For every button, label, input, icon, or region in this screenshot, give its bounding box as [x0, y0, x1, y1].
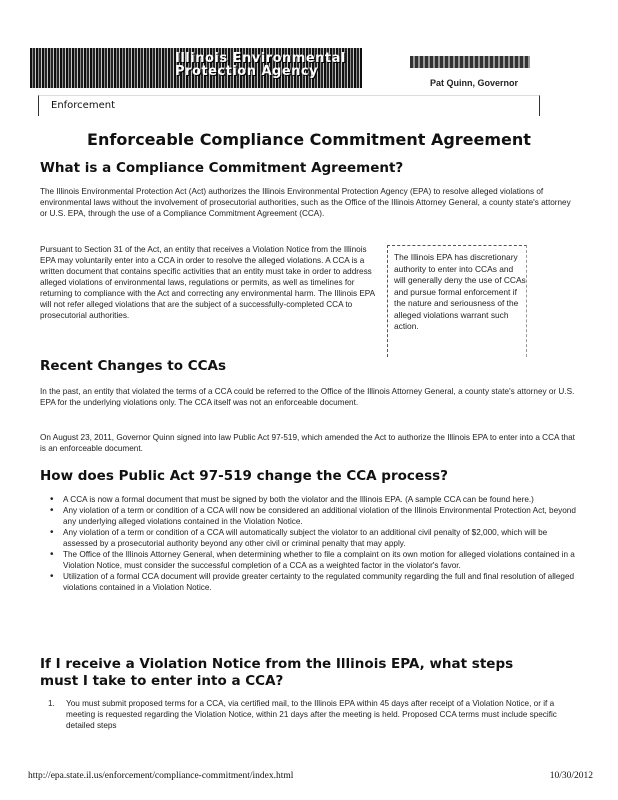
heading-violation-notice-steps: [40, 656, 513, 690]
public-act-paragraph: On August 23, 2011, Governor Quinn signed into law Public Act 97-519, which amended the Act to authorize the Illinois EPA to enter into a CCA that is an enforceable document.: [40, 433, 575, 453]
steps-list: [48, 698, 580, 731]
print-date: 10/30/2012: [549, 771, 593, 781]
heading-recent-changes: Recent Changes to CCAs: [40, 358, 226, 374]
agency-logo-text: Illinois Environmental Protection Agency: [175, 51, 346, 79]
heading-line-1: If I receive a Violation Notice from the Illinois EPA, what steps: [40, 656, 514, 672]
nav-section-enforcement[interactable]: Enforcement: [51, 100, 115, 111]
page-title: Enforceable Compliance Commitment Agreement: [87, 130, 531, 149]
section31-paragraph: Pursuant to Section 31 of the Act, an entity that receives a Violation Notice from the Illinois EPA may voluntarily enter into a CCA in order to resolve the alleged violations. A CCA is a written document that contains specific activities that an entity must take in order to address alleged violations of environmental laws, regulations or permits, as well as timelines for returning to compliance with the Act and correcting any environmental harm. The Illinois EPA will not refer alleged violations that are the subject of a successfully-completed CCA to prosecutorial authorities.: [40, 245, 375, 320]
governor-name: Pat Quinn, Governor: [430, 78, 519, 88]
discretion-callout: [387, 245, 527, 357]
discretion-callout-text: The Illinois EPA has discretionary authority to enter into CCAs and will generally deny the use of CCAs and pursue formal enforcement if the nature and seriousness of the alleged violations warrant such action.: [394, 252, 526, 331]
list-item: • Any violation of a term or condition of a CCA will automatically subject the violator to an additional civil penalty of $2,000, which will be assessed by a prosecutorial authority beyond any other civil or criminal penalty that may apply.: [50, 527, 580, 549]
list-item: • Utilization of a formal CCA document will provide greater certainty to the regulated community regarding the full and final resolution of alleged violations contained in a Violation Notice.: [50, 571, 580, 593]
state-seal-banner: [410, 56, 530, 68]
past-cca-paragraph: In the past, an entity that violated the terms of a CCA could be referred to the Office of the Illinois Attorney General, a county state's attorney or U.S. EPA for the underlying violations only. The CCA itself was not an enforceable document.: [40, 387, 575, 407]
intro-paragraph: The Illinois Environmental Protection Act (Act) authorizes the Illinois Environmental Protection Agency (EPA) to resolve alleged violations of environmental laws without the involvement of prosecutorial authorities, such as the Office of the Illinois Attorney General, a county state's attorney or U.S. EPA, through the use of a Compliance Commitment Agreement (CCA).: [40, 187, 571, 218]
page-url: http://epa.state.il.us/enforcement/compliance-commitment/index.html: [28, 771, 294, 781]
heading-what-is-cca: What is a Compliance Commitment Agreement?: [40, 160, 404, 176]
list-item: • Any violation of a term or condition of a CCA will now be considered an additional violation of the Illinois Environmental Protection Act, beyond any underlying alleged violations contained in the Violation Notice.: [50, 505, 580, 527]
heading-public-act-changes: How does Public Act 97-519 change the CCA process?: [40, 468, 448, 484]
step-text: You must submit proposed terms for a CCA, via certified mail, to the Illinois EPA within 45 days after receipt of a Violation Notice, or if a meeting is requested regarding the Violation Notice, within 21 days after the meeting is held. Proposed CCA terms must include specific detailed steps: [66, 699, 557, 730]
changes-bullet-list: [50, 494, 580, 593]
list-item: [48, 698, 580, 731]
list-item: • The Office of the Illinois Attorney General, when determining whether to file a complaint on its own motion for alleged violations contained in a Violation Notice, must consider the successful completion of a CCA as a weighted factor in the violator's favor.: [50, 549, 580, 571]
step-number: 1.: [48, 699, 55, 708]
section-nav-bar: [38, 95, 540, 116]
list-item: • A CCA is now a formal document that must be signed by both the violator and the Illinois EPA. (A sample CCA can be found here.): [50, 494, 580, 505]
heading-line-2: must I take to enter into a CCA?: [40, 673, 284, 689]
